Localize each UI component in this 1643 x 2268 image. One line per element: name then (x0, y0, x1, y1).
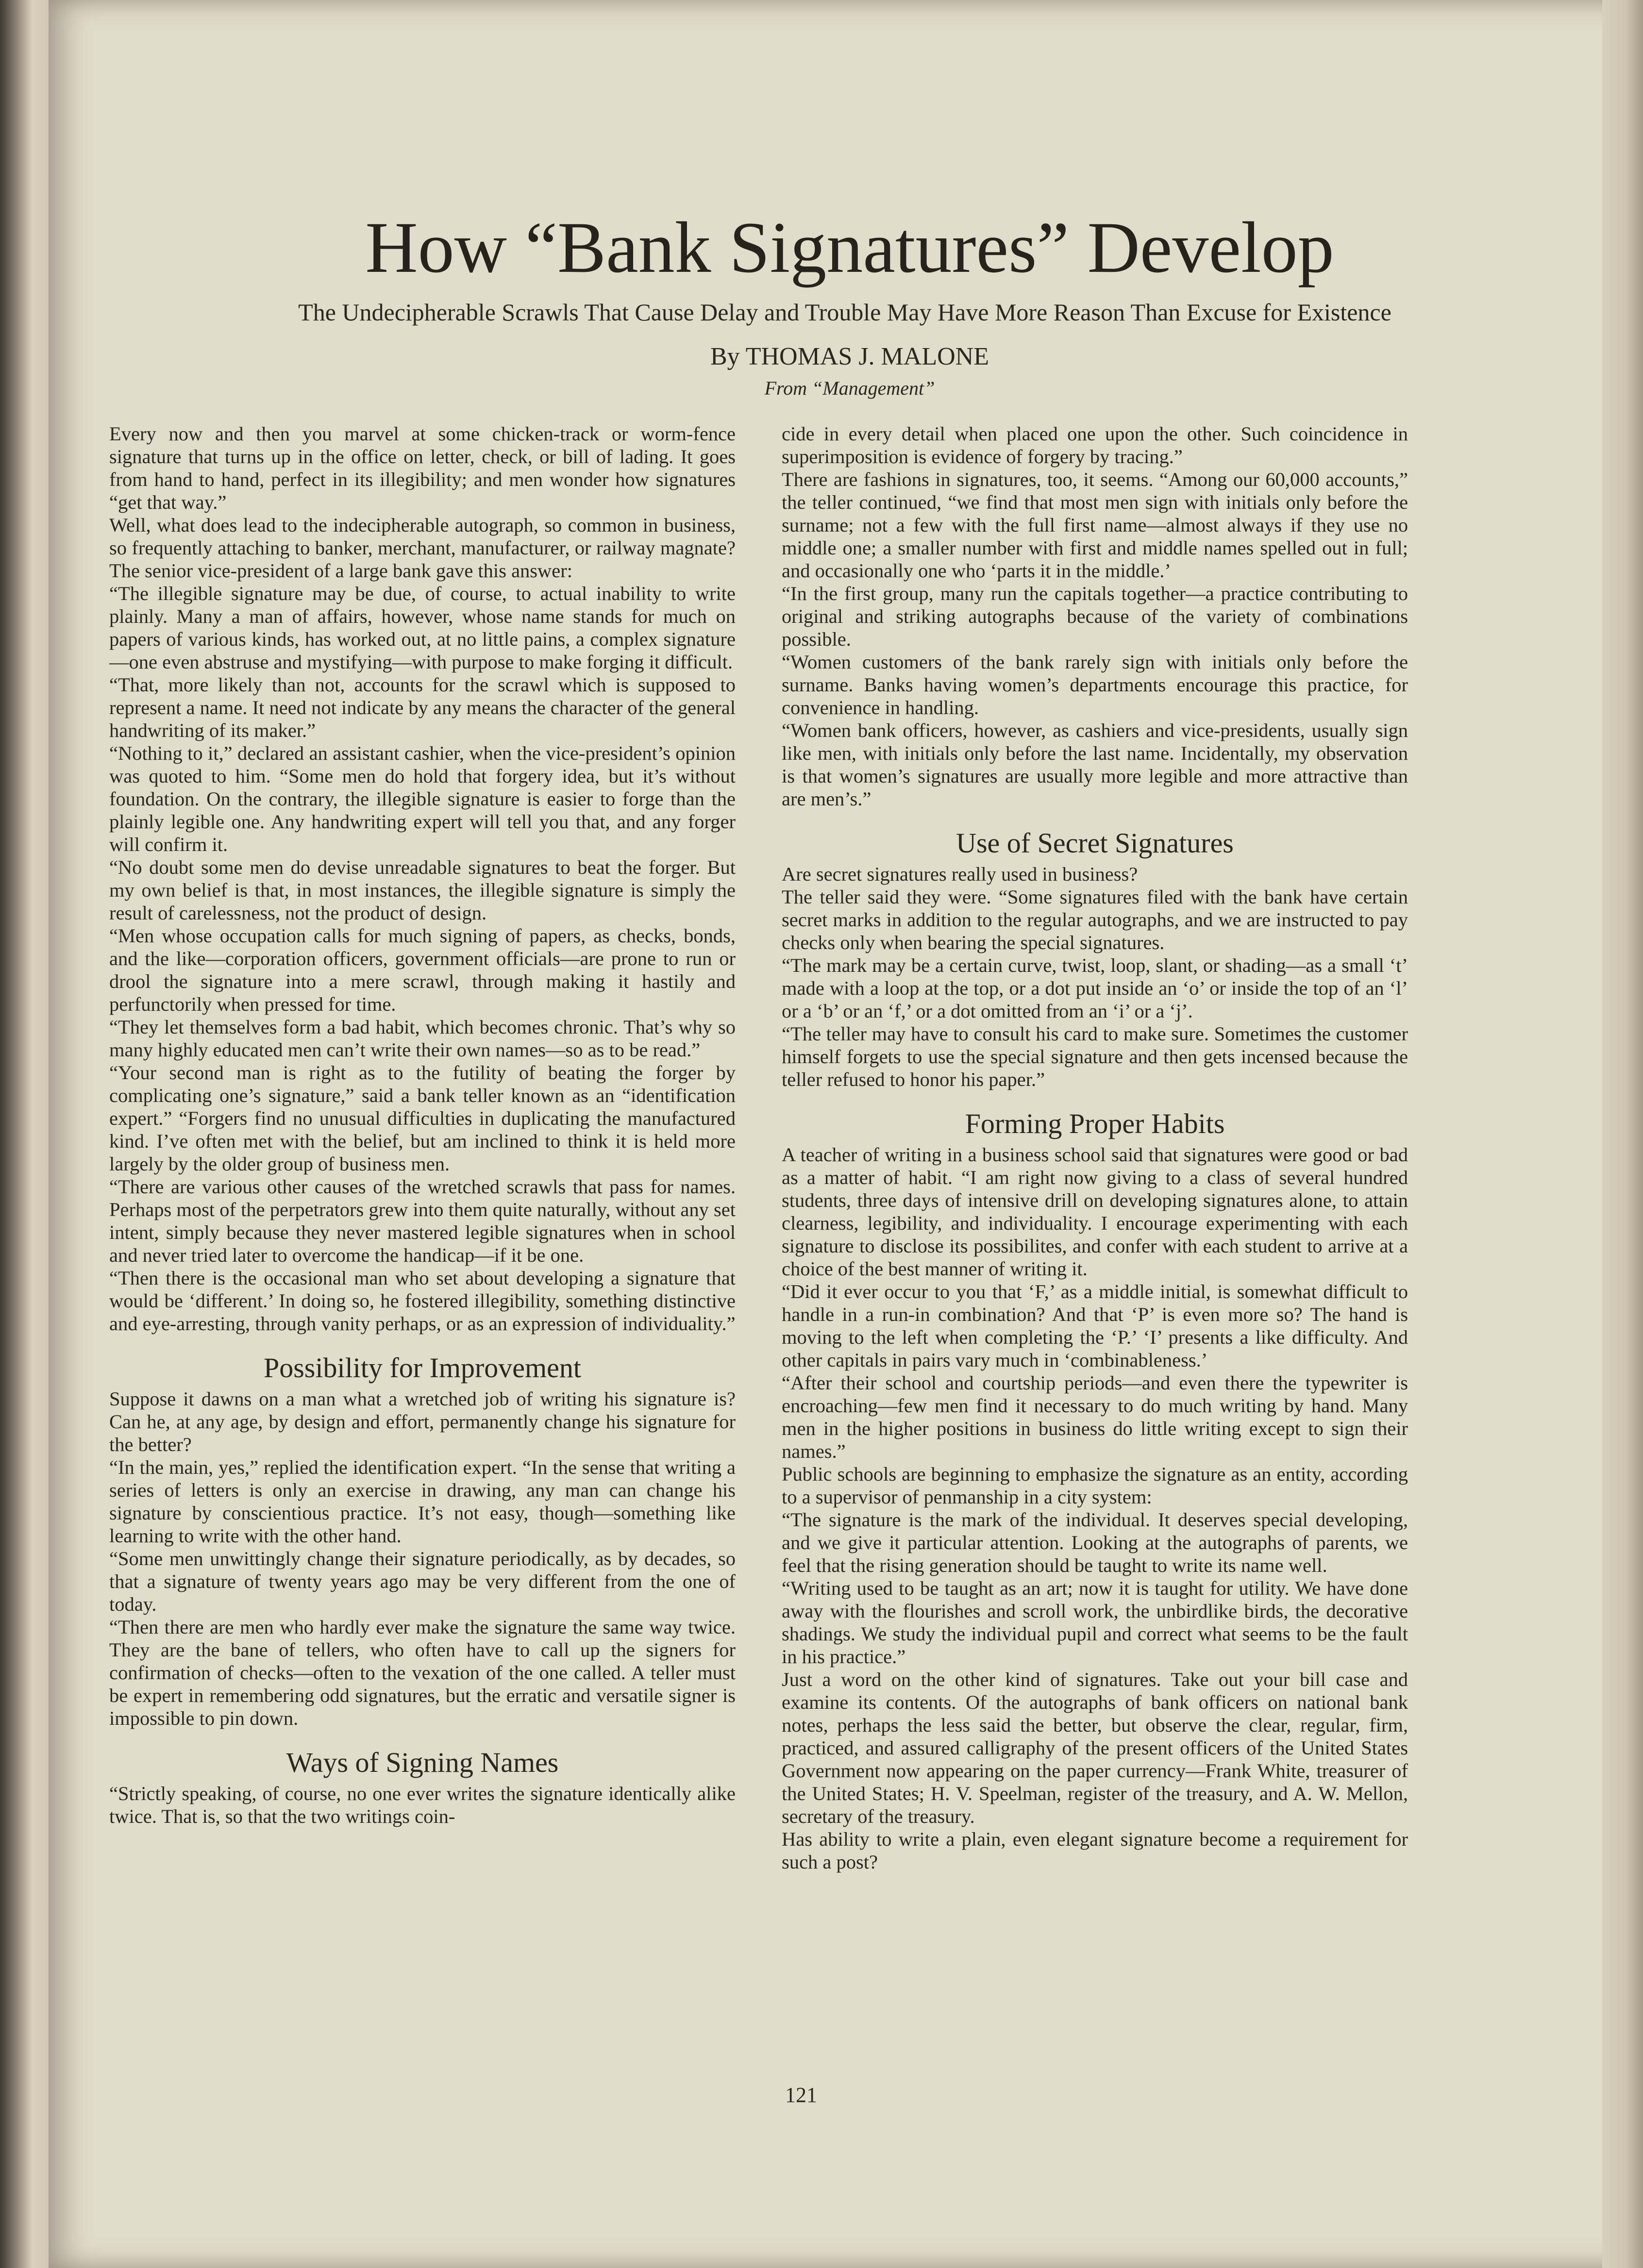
paragraph: Suppose it dawns on a man what a wretched job of writing his signature is? Can he, at any age, by design and effort, permanently change his signature for the better? (109, 1388, 736, 1455)
article-subtitle: The Undecipherable Scrawls That Cause Delay and Trouble May Have More Reason Than Excuse for Existence (298, 299, 1392, 326)
paragraph: “Then there is the occasional man who set about developing a signature that would be ‘different.’ In doing so, he fostered illegibility, something distinctive and eye-arresting, through vanity perhaps, or as an expression of individuality.” (109, 1267, 736, 1334)
paragraph: “The illegible signature may be due, of course, to actual inability to write plainly. Many a man of affairs, however, whose name stands for much on papers of various kinds, has worked out, at no little pains, a complex signature—one even abstruse and mystifying—with purpose to make forging it difficult. (109, 583, 736, 673)
section-heading-ways-of-signing: Ways of Signing Names (286, 1747, 559, 1778)
right-column (782, 422, 1408, 2063)
section-heading-proper-habits: Forming Proper Habits (965, 1108, 1225, 1139)
paragraph: Every now and then you marvel at some chicken-track or worm-fence signature that turns up in the office on letter, check, or bill of lading. It goes from hand to hand, perfect in its illegibility; and men wonder how signatures “get that way.” (109, 423, 736, 513)
page-number: 121 (785, 2083, 817, 2107)
page-edge (1602, 0, 1643, 2268)
paragraph: “In the first group, many run the capitals together—a practice contributing to original and striking autographs because of the variety of combinations possible. (782, 583, 1408, 650)
paragraph: “The teller may have to consult his card to make sure. Sometimes the customer himself forgets to use the special signature and then gets incensed because the teller refused to honor his paper.” (782, 1023, 1408, 1090)
paragraph: A teacher of writing in a business school said that signatures were good or bad as a matter of habit. “I am right now giving to a class of several hundred students, three days of intensive drill on developing signatures alone, to attain clearness, legibility, and individuality. I encourage experimenting with each signature to disclose its possibilites, and confer with each student to arrive at a choice of the best manner of writing it. (782, 1144, 1408, 1280)
paragraph: Just a word on the other kind of signatures. Take out your bill case and examine its contents. Of the autographs of bank officers on national bank notes, perhaps the less said the better, but observe the clear, regular, firm, practiced, and assured calligraphy of the present officers of the United States Government now appearing on the paper currency—Frank White, treasurer of the United States; H. V. Speelman, register of the treasury, and A. W. Mellon, secretary of the treasury. (782, 1668, 1408, 1827)
paragraph: Has ability to write a plain, even elegant signature become a requirement for such a post? (782, 1828, 1408, 1873)
book-spine (0, 0, 53, 2268)
paragraph: “Women bank officers, however, as cashiers and vice-presidents, usually sign like men, with initials only before the last name. Incidentally, my observation is that women’s signatures are usually more legible and more attractive than are men’s.” (782, 719, 1408, 810)
paragraph: Public schools are beginning to emphasize the signature as an entity, according to a supervisor of penmanship in a city system: (782, 1463, 1408, 1508)
paragraph: “There are various other causes of the wretched scrawls that pass for names. Perhaps most of the perpetrators grew into them quite naturally, without any set intent, simply because they never mastered legible signatures when in school and never tried later to overcome the handicap—if it be one. (109, 1176, 736, 1266)
paragraph: “Nothing to it,” declared an assistant cashier, when the vice-president’s opinion was quoted to him. “Some men do hold that forgery idea, but it’s without foundation. On the contrary, the illegible signature is easier to forge than the plainly legible one. Any handwriting expert will tell you that, and any forger will confirm it. (109, 742, 736, 855)
paragraph: “They let themselves form a bad habit, which becomes chronic. That’s why so many highly educated men can’t write their own names—so as to be read.” (109, 1016, 736, 1061)
section-heading-secret-signatures: Use of Secret Signatures (956, 827, 1234, 859)
section-heading-improvement: Possibility for Improvement (263, 1352, 582, 1384)
paragraph: Well, what does lead to the indecipherable autograph, so common in business, so frequently attaching to banker, merchant, manufacturer, or railway magnate? The senior vice-president of a large bank gave this answer: (109, 514, 736, 582)
paragraph: “Strictly speaking, of course, no one ever writes the signature identically alike twice. That is, so that the two writings coin- (109, 1783, 736, 1827)
paragraph: Are secret signatures really used in business? (782, 863, 1138, 885)
paragraph: cide in every detail when placed one upon the other. Such coincidence in superimposition is evidence of forgery by tracing.” (782, 423, 1408, 467)
paragraph: There are fashions in signatures, too, it seems. “Among our 60,000 accounts,” the teller continued, “we find that most men sign with initials only before the surname; not a few with the full first name—almost always if they use no middle one; a smaller number with first and middle names spelled out in full; and occasionally one who ‘parts it in the middle.’ (782, 468, 1408, 582)
paragraph: “Your second man is right as to the futility of beating the forger by complicating one’s signature,” said a bank teller known as an “identification expert.” “Forgers find no unusual difficulties in duplicating the manufactured kind. I’ve often met with the belief, but am inclined to think it is held more largely by the older group of business men. (109, 1062, 736, 1175)
article-byline: By THOMAS J. MALONE (710, 343, 989, 370)
paragraph: “Did it ever occur to you that ‘F,’ as a middle initial, is somewhat difficult to handle in a run-in combination? And that ‘P’ is even more so? The hand is moving to the left when completing the ‘P.’ ‘I’ presents a like difficulty. And other capitals in pairs vary much in ‘combinableness.’ (782, 1281, 1408, 1371)
paragraph: “Writing used to be taught as an art; now it is taught for utility. We have done away with the flourishes and scroll work, the unbirdlike birds, the decorative shadings. We study the individual pupil and correct what seems to be the fault in his practice.” (782, 1577, 1408, 1668)
article-source: From “Management” (764, 377, 935, 399)
paragraph: “Then there are men who hardly ever make the signature the same way twice. They are the bane of tellers, who often have to call up the signers for confirmation of checks—often to the vexation of the one called. A teller must be expert in remembering odd signatures, but the erratic and versatile signer is impossible to pin down. (109, 1616, 736, 1729)
paragraph: “After their school and courtship periods—and even there the typewriter is encroaching—few men find it necessary to do much writing by hand. Many men in the higher positions in business do little writing except to sign their names.” (782, 1372, 1408, 1462)
paragraph: “Men whose occupation calls for much signing of papers, as checks, bonds, and the like—corporation officers, government officials—are prone to run or drool the signature into a mere scrawl, through making it hastily and perfunctorily when pressed for time. (109, 925, 736, 1015)
paragraph: The teller said they were. “Some signatures filed with the bank have certain secret marks in addition to the regular autographs, and we are instructed to pay checks only when bearing the special signatures. (782, 886, 1408, 953)
paragraph: “The signature is the mark of the individual. It deserves special developing, and we give it particular attention. Looking at the autographs of parents, we feel that the rising generation should be taught to write its name well. (782, 1509, 1408, 1576)
left-column (109, 422, 736, 2063)
paragraph: “Some men unwittingly change their signature periodically, as by decades, so that a signature of twenty years ago may be very different from the one of today. (109, 1548, 736, 1615)
article-title: How “Bank Signatures” Develop (365, 207, 1334, 288)
paragraph: “No doubt some men do devise unreadable signatures to beat the forger. But my own belief is that, in most instances, the illegible signature is simply the result of carelessness, not the product of design. (109, 856, 736, 924)
paragraph: “In the main, yes,” replied the identification expert. “In the sense that writing a series of letters is only an exercise in drawing, any man can change his signature by conscientious practice. It’s not easy, though—something like learning to write with the other hand. (109, 1456, 736, 1547)
paragraph: “That, more likely than not, accounts for the scrawl which is supposed to represent a name. It need not indicate by any means the character of the general handwriting of its maker.” (109, 674, 736, 741)
paragraph: “Women customers of the bank rarely sign with initials only before the surname. Banks having women’s departments encourage this practice, for convenience in handling. (782, 651, 1408, 718)
paragraph: “The mark may be a certain curve, twist, loop, slant, or shading—as a small ‘t’ made with a loop at the top, or a dot put inside an ‘o’ or inside the top of an ‘l’ or a ‘b’ or an ‘f,’ or a dot omitted from an ‘i’ or a ‘j’. (782, 954, 1408, 1022)
